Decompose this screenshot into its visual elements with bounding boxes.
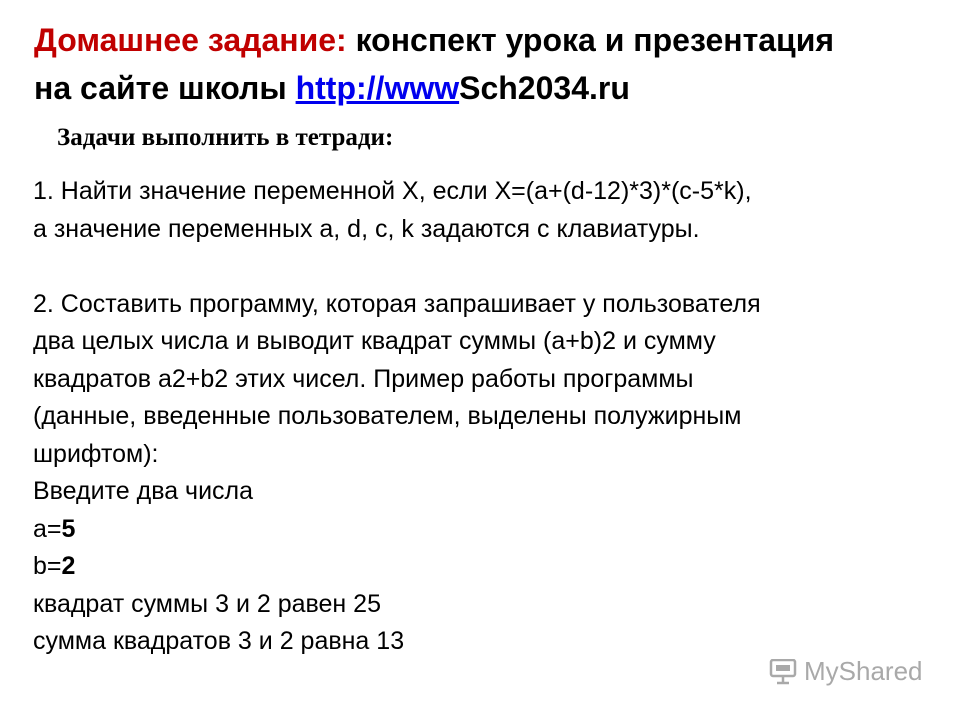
homework-text-line1: конспект урока и презентация <box>346 22 835 58</box>
task-2 <box>33 286 933 661</box>
example-b-value: 2 <box>61 552 76 580</box>
example-prompt: Введите два числа <box>33 477 254 505</box>
task-1 <box>33 173 933 248</box>
homework-label: Домашнее задание: <box>34 22 347 58</box>
watermark <box>768 656 923 687</box>
school-site-suffix: Sch2034.ru <box>459 70 630 106</box>
example-input-b <box>33 548 933 586</box>
homework-title <box>34 16 934 112</box>
task-2-line: квадратов a2+b2 этих чисел. Пример работы программы <box>33 364 694 393</box>
example-b-label: b= <box>33 552 62 580</box>
homework-text-line2: на сайте школы <box>34 70 296 106</box>
example-result-2: сумма квадратов 3 и 2 равна 13 <box>33 627 405 655</box>
tasks-subtitle: Задачи выполнить в тетради: <box>57 124 394 151</box>
task-2-line: 2. Составить программу, которая запрашивает у пользователя <box>33 289 761 318</box>
example-a-value: 5 <box>61 514 76 543</box>
task-2-line: (данные, введенные пользователем, выделены полужирным <box>33 402 742 430</box>
task-1-line: а значение переменных a, d, c, k задаются с клавиатуры. <box>33 214 700 243</box>
school-site-link[interactable]: http://www <box>295 70 460 106</box>
task-2-line: шрифтом): <box>33 439 159 468</box>
tasks-body <box>33 173 933 661</box>
paragraph-gap <box>33 248 933 286</box>
example-input-a <box>33 511 933 549</box>
task-1-line: 1. Найти значение переменной X, если X=(a+(d-12)*3)*(c-5*k), <box>33 177 752 205</box>
task-2-line: два целых числа и выводит квадрат суммы (a+b)2 и сумму <box>33 327 716 355</box>
example-a-label: a= <box>33 514 62 543</box>
slides-icon <box>768 659 798 685</box>
watermark-text: MyShared <box>804 656 923 686</box>
example-result-1: квадрат суммы 3 и 2 равен 25 <box>33 589 381 618</box>
